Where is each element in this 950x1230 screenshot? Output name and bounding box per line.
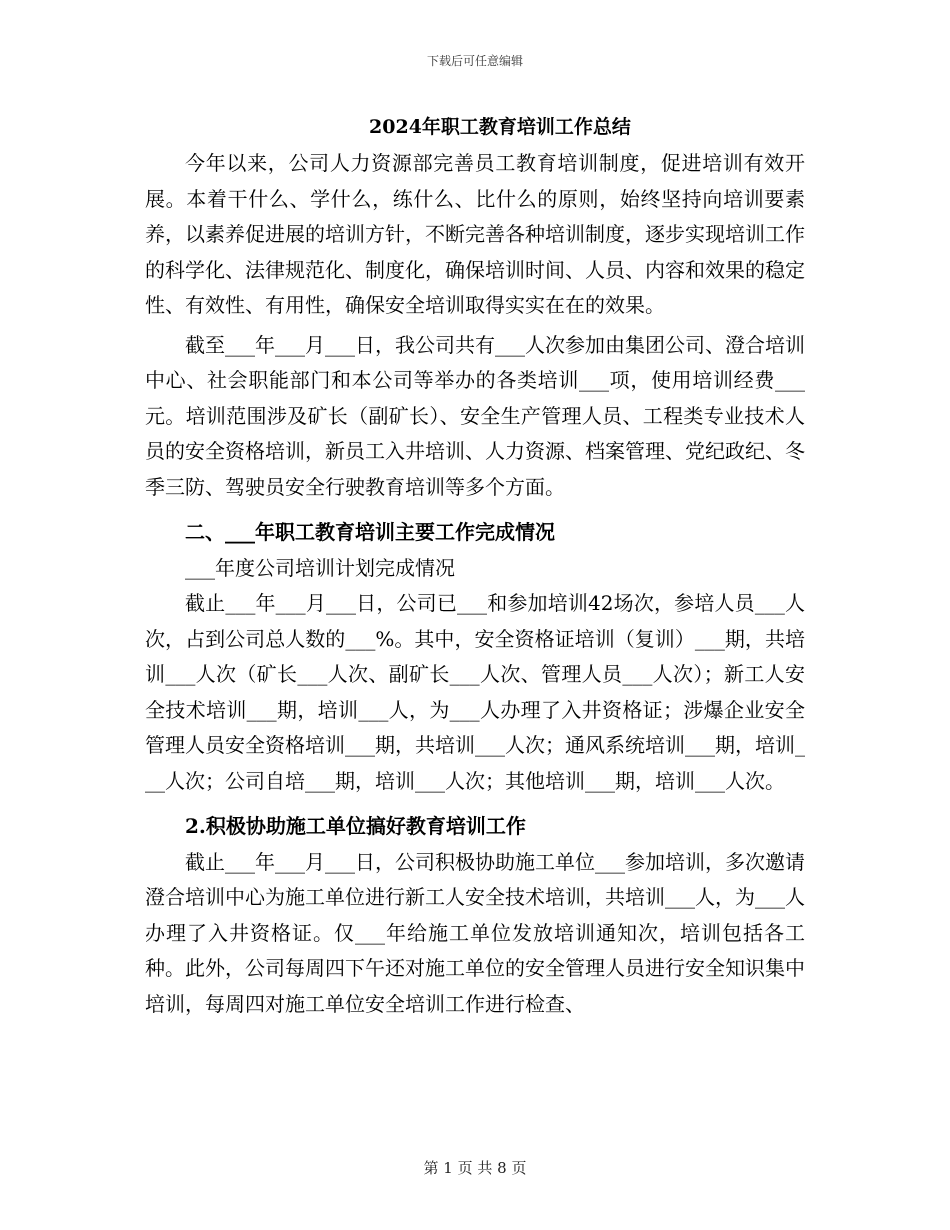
- page-number: 第 1 页 共 8 页: [423, 1159, 527, 1177]
- section-heading-2: 二、___年职工教育培训主要工作完成情况: [185, 520, 555, 544]
- paragraph-intro: 今年以来，公司人力资源部完善员工教育培训制度，促进培训有效开展。本着干什么、学什么，练什么、比什么的原则，始终坚持向培训要素养，以素养促进展的培训方针，不断完善各种培训制度，逐步实现培训工作的科学化、法律规范化、制度化，确保培训时间、人员、内容和效果的稳定性、有效性、有用性，确保安全培训取得实实在在的效果。: [145, 151, 805, 317]
- document-body: [145, 112, 805, 1022]
- document-title: 2024年职工教育培训工作总结: [369, 116, 631, 138]
- page-header-note: 下载后可任意编辑: [426, 54, 523, 68]
- subheading-plan: ___年度公司培训计划完成情况: [185, 555, 455, 580]
- paragraph-summary: 截至___年___月___日，我公司共有___人次参加由集团公司、澄合培训中心、社会职能部门和本公司等举办的各类培训___项，使用培训经费___元。培训范围涉及矿长（副矿长）、安全生产管理人员、工程类专业技术人员的安全资格培训，新员工入井培训、人力资源、档案管理、党纪政纪、冬季三防、驾驶员安全行驶教育培训等多个方面。: [145, 332, 805, 499]
- paragraph-plan-details: 截止___年___月___日，公司已___和参加培训42场次，参培人员___人次，占到公司总人数的___%。其中，安全资格证培训（复训）___期，共培训___人次（矿长___人次、副矿长___人次、管理人员___人次）；新工人安全技术培训___期，培训___人，为___人办理了入井资格证；涉爆企业安全管理人员安全资格培训___期，共培训___人次；通风系统培训___期，培训___人次；公司自培___期，培训___人次；其他培训___期，培训___人次。: [145, 591, 805, 793]
- section-heading-2-2: 2.积极协助施工单位搞好教育培训工作: [185, 814, 526, 838]
- paragraph-contractor-training: 截止___年___月___日，公司积极协助施工单位___参加培训，多次邀请澄合培训中心为施工单位进行新工人安全技术培训，共培训___人，为___人办理了入井资格证。仅___年给施工单位发放培训通知次，培训包括各工种。此外，公司每周四下午还对施工单位的安全管理人员进行安全知识集中培训，每周四对施工单位安全培训工作进行检查、: [145, 849, 805, 1016]
